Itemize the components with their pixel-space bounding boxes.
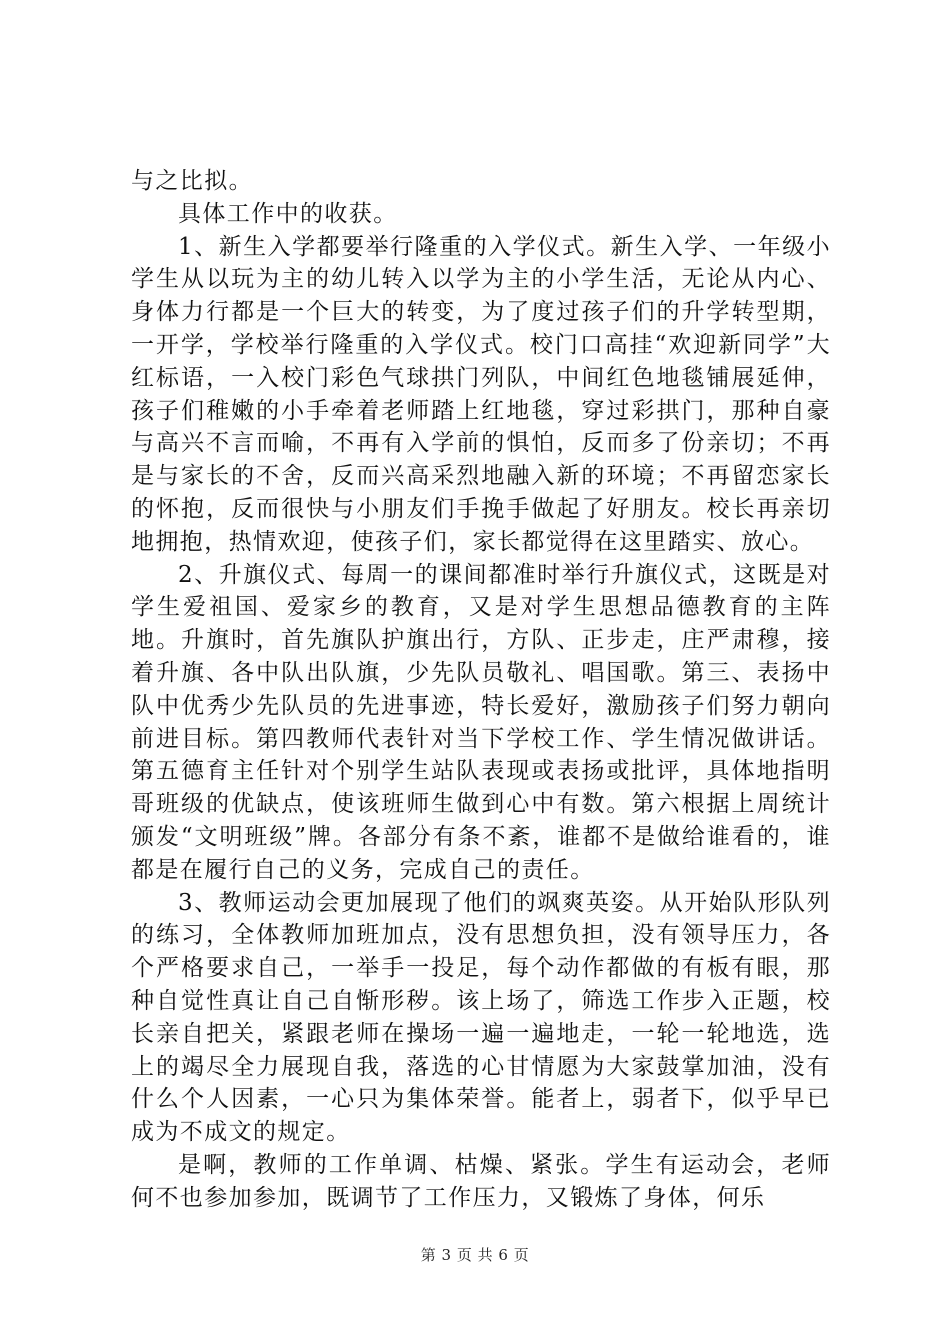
paragraph-teacher-sports-meet: 3、教师运动会更加展现了他们的飒爽英姿。从开始队形队列的练习，全体教师加班加点，没有思想负担，没有领导压力，各个严格要求自己，一举手一投足，每个动作都做的有板有眼，那种自觉性真让自己自惭形秽。该上场了，筛选工作步入正题，校长亲自把关，紧跟老师在操场一遍一遍地走，一轮一轮地选，选上的竭尽全力展现自我，落选的心甘情愿为大家鼓掌加油，没有什么个人因素，一心只为集体荣誉。能者上，弱者下，似乎早已成为不成文的规定。 [131, 889, 831, 1146]
paragraph-heading-harvest: 具体工作中的收获。 [178, 200, 398, 227]
paragraph-continuation: 与之比拟。 [131, 168, 253, 194]
document-body [131, 165, 831, 1215]
paragraph-enrollment-ceremony: 1、新生入学都要举行隆重的入学仪式。新生入学、一年级小学生从以玩为主的幼儿转入以学为主的小学生活，无论从内心、身体力行都是一个巨大的转变，为了度过孩子们的升学转型期，一开学，学校举行隆重的入学仪式。校门口高挂“欢迎新同学”大红标语，一入校门彩色气球拱门列队，中间红色地毯铺展延伸，孩子们稚嫩的小手牵着老师踏上红地毯，穿过彩拱门，那种自豪与高兴不言而喻，不再有入学前的惧怕，反而多了份亲切；不再是与家长的不舍，反而兴高采烈地融入新的环境；不再留恋家长的怀抱，反而很快与小朋友们手挽手做起了好朋友。校长再亲切地拥抱，热情欢迎，使孩子们，家长都觉得在这里踏实、放心。 [131, 233, 831, 555]
paragraph-closing: 是啊，教师的工作单调、枯燥、紧张。学生有运动会，老师何不也参加参加，既调节了工作压力，又锻炼了身体，何乐 [131, 1151, 831, 1211]
paragraph-flag-raising: 2、升旗仪式、每周一的课间都准时举行升旗仪式，这既是对学生爱祖国、爱家乡的教育，又是对学生思想品德教育的主阵地。升旗时，首先旗队护旗出行，方队、正步走，庄严肃穆，接着升旗、各中队出队旗，少先队员敬礼、唱国歌。第三、表扬中队中优秀少先队员的先进事迹，特长爱好，激励孩子们努力朝向前进目标。第四教师代表针对当下学校工作、学生情况做讲话。第五德育主任针对个别学生站队表现或表扬或批评，具体地指明哥班级的优缺点，使该班师生做到心中有数。第六根据上周统计颁发“文明班级”牌。各部分有条不紊，谁都不是做给谁看的，谁都是在履行自己的义务，完成自己的责任。 [131, 561, 831, 883]
page-number-footer: 第 3 页 共 6 页 [420, 1246, 530, 1264]
